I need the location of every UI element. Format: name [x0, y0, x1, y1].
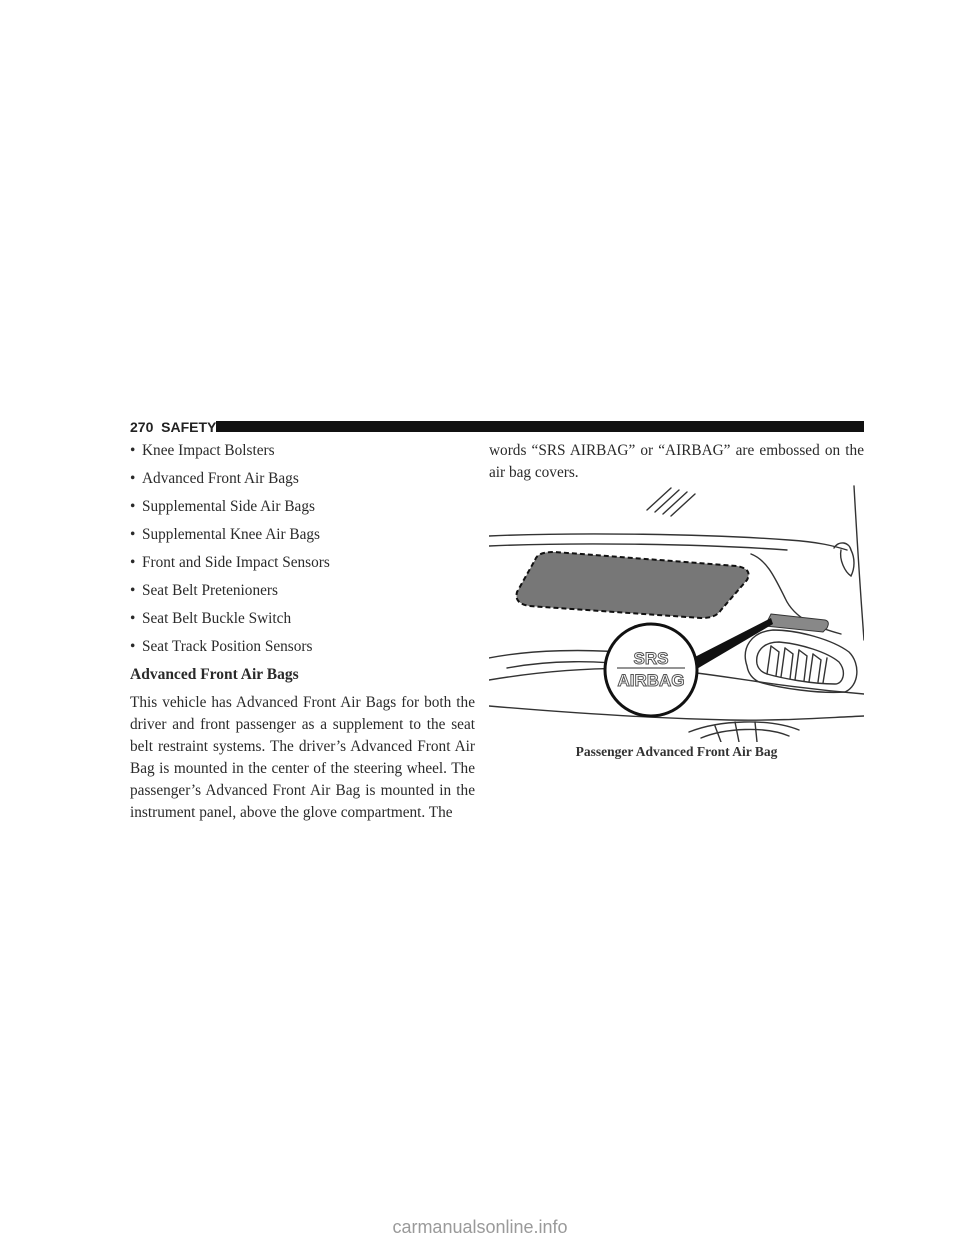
page-header: [130, 417, 864, 435]
airbag-cover: [517, 552, 749, 618]
bullet-icon: •: [130, 582, 136, 599]
bullet-icon: •: [130, 638, 136, 655]
watermark: carmanualsonline.info: [392, 1217, 568, 1237]
list-item: • Supplemental Side Air Bags: [130, 496, 475, 524]
airbag-illustration: [489, 480, 864, 742]
list-item: • Knee Impact Bolsters: [130, 440, 475, 468]
header-rule: [216, 421, 864, 432]
section-heading: Advanced Front Air Bags: [130, 666, 299, 683]
list-item: • Front and Side Impact Sensors: [130, 552, 475, 580]
left-column: [130, 440, 475, 824]
bullet-icon: •: [130, 610, 136, 627]
right-column: [489, 440, 864, 484]
section-title: SAFETY: [161, 419, 217, 435]
list-item: • Seat Track Position Sensors: [130, 636, 475, 664]
bullet-icon: •: [130, 554, 136, 571]
bullet-icon: •: [130, 442, 136, 459]
page-number-section: [130, 419, 216, 435]
body-paragraph-continued: words “SRS AIRBAG” or “AIRBAG” are embossed on the air bag covers.: [489, 442, 864, 481]
bullet-icon: •: [130, 526, 136, 543]
page-number: 270: [130, 419, 154, 435]
figure-caption: Passenger Advanced Front Air Bag: [575, 744, 778, 759]
label-airbag: AIRBAG: [617, 671, 685, 690]
list-item: • Supplemental Knee Air Bags: [130, 524, 475, 552]
list-item: • Advanced Front Air Bags: [130, 468, 475, 496]
callout-circle: [605, 624, 697, 716]
list-item: • Seat Belt Buckle Switch: [130, 608, 475, 636]
airbag-tag: [765, 614, 828, 632]
list-item: • Seat Belt Pretenioners: [130, 580, 475, 608]
label-srs: SRS: [633, 649, 669, 668]
bullet-icon: •: [130, 470, 136, 487]
dashboard-drawing: [489, 480, 864, 742]
feature-list: [130, 440, 475, 664]
callout-pointer: [689, 618, 773, 670]
body-paragraph: This vehicle has Advanced Front Air Bags for both the driver and front passenger as a supplement to the seat belt restraint systems. The driver’s Advanced Front Air Bag is mounted in the center of the steering wheel. The passenger’s Advanced Front Air Bag is mounted in the instrument panel, above the glove compartment. The: [130, 694, 475, 821]
bullet-icon: •: [130, 498, 136, 515]
